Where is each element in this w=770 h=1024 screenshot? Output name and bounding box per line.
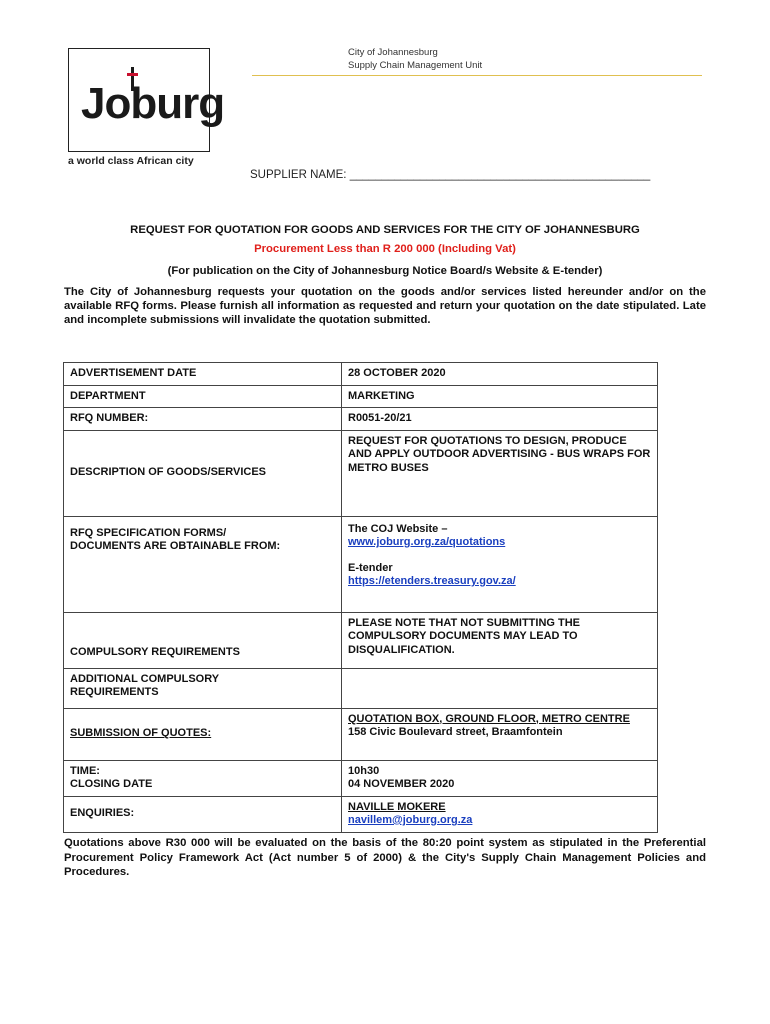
spec-forms-label-line2: DOCUMENTS ARE OBTAINABLE FROM: [70,540,281,552]
table-row [64,430,658,516]
enquiries-label: ENQUIRIES: [64,796,342,832]
table-row [64,363,658,386]
advertisement-date-value: 28 OCTOBER 2020 [342,363,658,386]
additional-label-line2: REQUIREMENTS [70,686,159,698]
closing-date-value: 04 NOVEMBER 2020 [348,778,455,790]
logo-tagline: a world class African city [68,155,194,167]
joburg-logo [68,48,225,152]
table-row [64,796,658,832]
table-row [64,760,658,796]
department-label: DEPARTMENT [64,385,342,408]
additional-label-line1: ADDITIONAL COMPULSORY [70,672,220,685]
time-label-line1: TIME: [70,764,100,777]
closing-time-value: 10h30 [348,764,380,777]
rfq-number-label: RFQ NUMBER: [64,408,342,431]
page-title: REQUEST FOR QUOTATION FOR GOODS AND SERVICES FOR THE CITY OF JOHANNESBURG [130,224,640,236]
table-row [64,708,658,760]
description-value: REQUEST FOR QUOTATIONS TO DESIGN, PRODUCE AND APPLY OUTDOOR ADVERTISING - BUS WRAPS FOR METRO BUSES [342,430,658,516]
department-value: MARKETING [342,385,658,408]
description-label: DESCRIPTION OF GOODS/SERVICES [64,430,342,516]
website-label: The COJ Website – [348,522,448,535]
tower-tip-icon [127,73,138,76]
spec-forms-value [342,516,658,612]
rfq-details-table [63,362,658,833]
supplier-name-field: SUPPLIER NAME: _______________________________________________ [250,169,651,181]
time-value [342,760,658,796]
enquiries-value [342,796,658,832]
submission-address: 158 Civic Boulevard street, Braamfontein [348,726,563,738]
submission-value [342,708,658,760]
org-unit: Supply Chain Management Unit [348,59,483,71]
rfq-number-value: R0051-20/21 [342,408,658,431]
header-divider [252,75,702,76]
compulsory-label: COMPULSORY REQUIREMENTS [64,612,342,668]
procurement-subtitle: Procurement Less than R 200 000 (Including Vat) [254,243,516,255]
table-row [64,408,658,431]
time-label [64,760,342,796]
table-row [64,612,658,668]
spec-forms-label-line1: RFQ SPECIFICATION FORMS/ [70,526,227,539]
additional-value [342,668,658,708]
spec-forms-label [64,516,342,612]
etender-label: E-tender [348,561,393,574]
table-row [64,385,658,408]
publication-note: (For publication on the City of Johannesburg Notice Board/s Website & E-tender) [167,265,603,277]
evaluation-note: Quotations above R30 000 will be evaluated on the basis of the 80:20 point system as stipulated in the Preferential Procurement Policy Framework Act (Act number 5 of 2000) & the City's Supply Chain Management Policies and Procedures. [64,837,706,878]
advertisement-date-label: ADVERTISEMENT DATE [64,363,342,386]
closing-date-label: CLOSING DATE [70,778,153,790]
table-row [64,516,658,612]
submission-label: SUBMISSION OF QUOTES: [64,708,342,760]
website-link[interactable]: www.joburg.org.za/quotations [348,536,506,548]
org-name: City of Johannesburg [348,47,438,58]
additional-label [64,668,342,708]
org-header [348,47,482,72]
logo-wordmark: Joburg [81,79,225,128]
etender-link[interactable]: https://etenders.treasury.gov.za/ [348,575,516,587]
enquiries-email-link[interactable]: navillem@joburg.org.za [348,814,473,826]
submission-location: QUOTATION BOX, GROUND FLOOR, METRO CENTRE [348,712,630,725]
intro-paragraph: The City of Johannesburg requests your quotation on the goods and/or services listed hereunder and/or on the available RFQ forms. Please furnish all information as requested and return your quotation on the date stipulated. Late and incomplete submissions will invalidate the quotation submitted. [64,286,706,327]
table-row [64,668,658,708]
compulsory-value: PLEASE NOTE THAT NOT SUBMITTING THE COMPULSORY DOCUMENTS MAY LEAD TO DISQUALIFICATION. [342,612,658,668]
enquiries-contact-name: NAVILLE MOKERE [348,800,446,813]
